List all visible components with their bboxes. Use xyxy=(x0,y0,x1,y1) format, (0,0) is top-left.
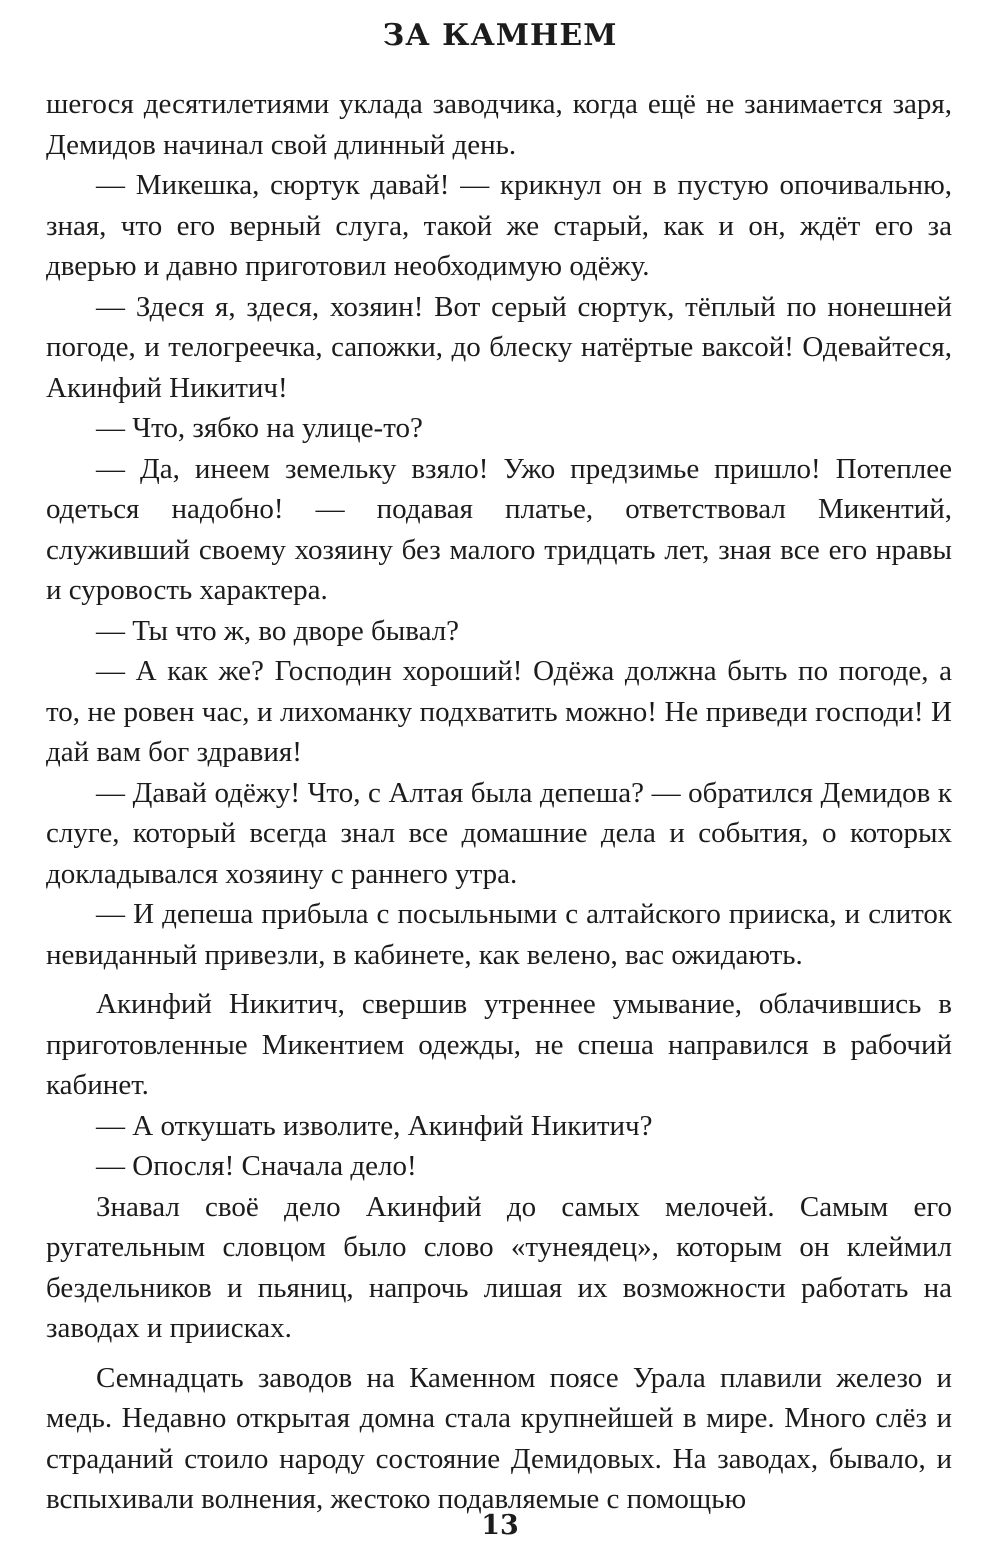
paragraph-13: Знавал своё дело Акинфий до самых мелочей. Самым его ругательным словцом было слово «тунеядец», которым он клеймил бездельников и пьяниц, напрочь лишая их возможности работать на заводах и приисках. xyxy=(46,1190,952,1344)
paragraph-11: — А откушать изволите, Акинфий Никитич? xyxy=(96,1109,653,1142)
paragraph-14: Семнадцать заводов на Каменном поясе Урала плавили железо и медь. Недавно открытая домна стала крупнейшей в мире. Много слёз и страданий стоило народу состояние Демидовых. На заводах, бывало, и вспыхивали волнения, жестоко подавляемые с помощью xyxy=(46,1361,952,1515)
body-text xyxy=(46,84,952,1520)
paragraph-12: — Опосля! Сначала дело! xyxy=(96,1150,417,1182)
paragraph-10: Акинфий Никитич, свершив утреннее умывание, облачившись в приготовленные Микентием одежды, не спеша направился в рабочий кабинет. xyxy=(46,988,952,1101)
paragraph-8: — Давай одёжу! Что, с Алтая была депеша? — обратился Демидов к слуге, который всегда знал все домашние дела и события, о которых докладывался хозяину с раннего утра. xyxy=(46,776,952,890)
paragraph-4: — Что, зябко на улице-то? xyxy=(96,412,423,444)
paragraph-5: — Да, инеем земельку взяло! Ужо предзимье пришло! Потеплее одеться надобно! — подавая платье, ответствовал Микентий, служивший своему хозяину без малого тридцать лет, зная все его нравы и суровость характера. xyxy=(46,452,952,606)
paragraph-1: шегося десятилетиями уклада заводчика, когда ещё не занимается заря, Демидов начинал свой длинный день. xyxy=(46,88,952,161)
running-title: ЗА КАМНЕМ xyxy=(382,18,618,53)
paragraph-6: — Ты что ж, во дворе бывал? xyxy=(96,614,460,647)
paragraph-9: — И депеша прибыла с посыльными с алтайского прииска, и слиток невиданный привезли, в кабинете, как велено, вас ожидають. xyxy=(46,898,952,971)
paragraph-7: — А как же? Господин хороший! Одёжа должна быть по погоде, а то, не ровен час, и лихоманку подхватить можно! Не приведи господи! И дай вам бог здравия! xyxy=(46,655,952,768)
paragraph-3: — Здеся я, здеся, хозяин! Вот серый сюртук, тёплый по нонешней погоде, и телогреечка, сапожки, до блеску натёртые ваксой! Одевайтеся, Акинфий Никитич! xyxy=(46,290,952,404)
paragraph-2: — Микешка, сюртук давай! — крикнул он в пустую опочивальню, зная, что его верный слуга, такой же старый, как и он, ждёт его за дверью и давно приготовил необходимую одёжу. xyxy=(46,169,952,282)
page-number: 13 xyxy=(481,1510,519,1541)
